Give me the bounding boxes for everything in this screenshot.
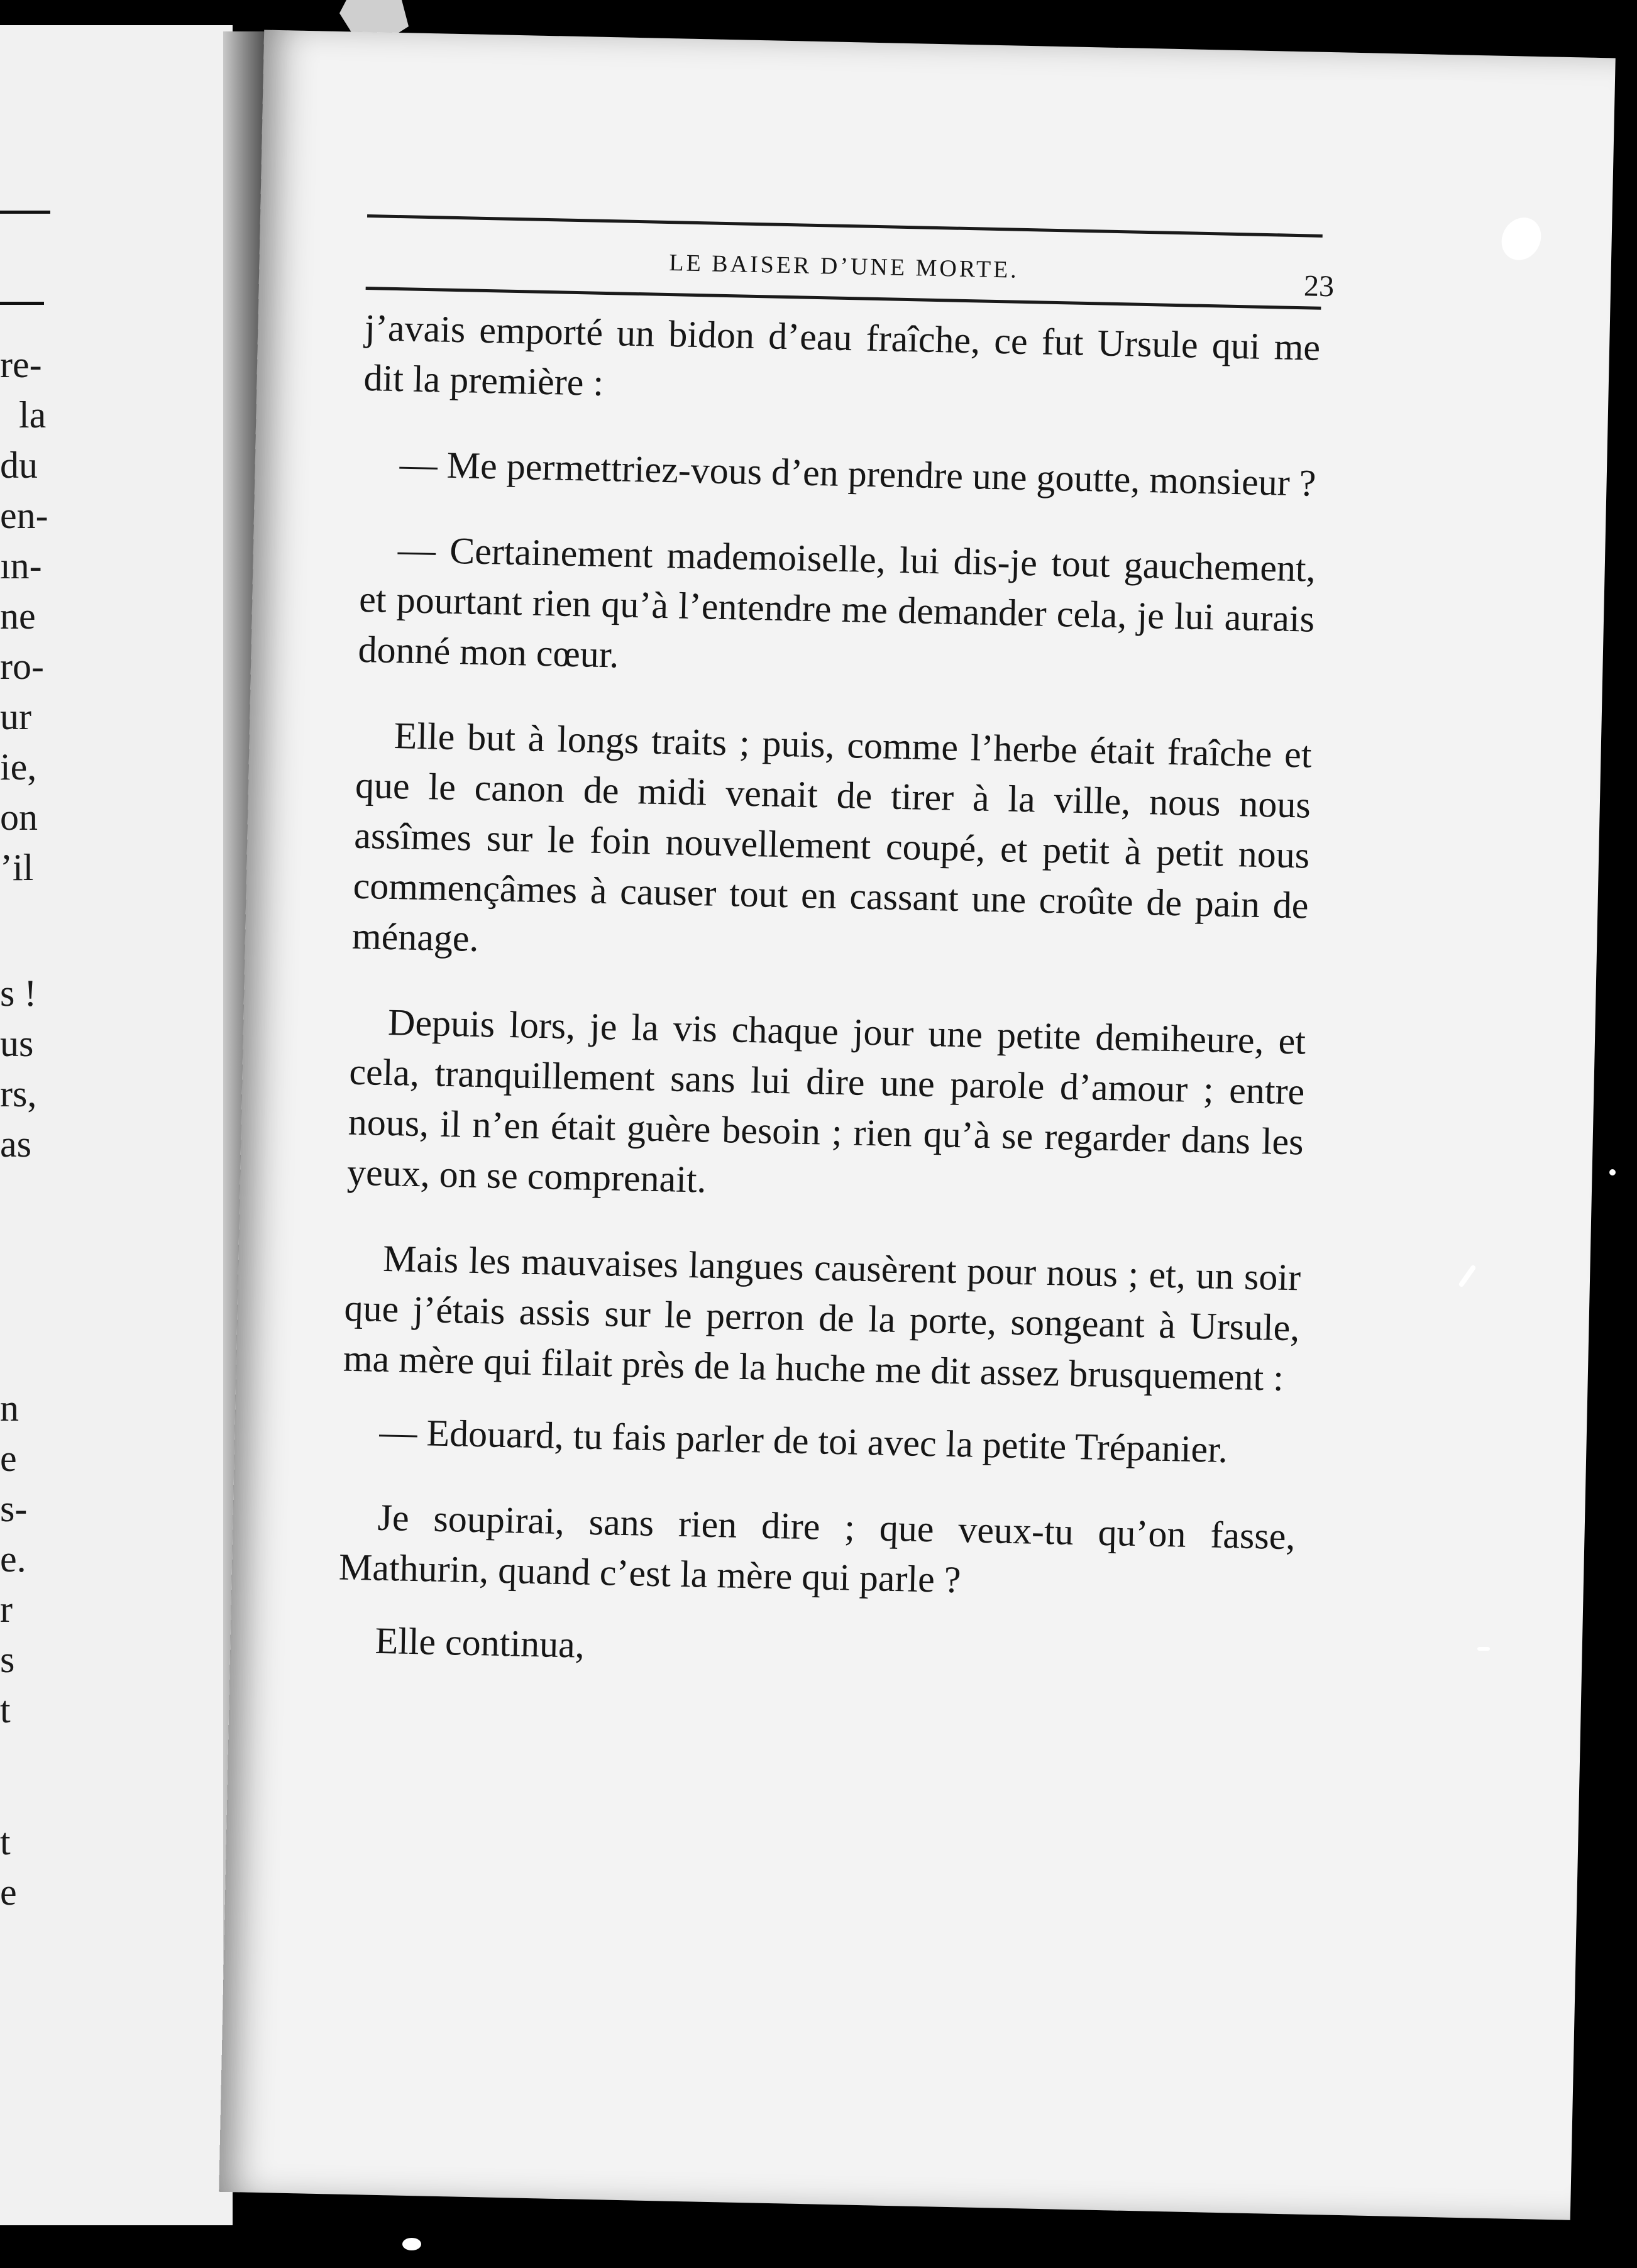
left-page-fragment: on xyxy=(0,796,38,838)
left-page-fragment: us xyxy=(0,1023,34,1064)
left-page-fragment: ro- xyxy=(0,646,44,687)
paragraph: — Edouard, tu fais parler de toi avec la petite Trépanier. xyxy=(378,1411,1228,1471)
paragraph: Elle but à longs traits ; puis, comme l’herbe était fraîche et que le canon de midi venait de tirer à la ville, nous nous assîmes sur le foin nouvellement coupé, et petit à petit nous commençâmes à causer tout en cassant une croûte de pain de ménage. xyxy=(351,715,1313,959)
left-page-fragment: r xyxy=(0,1588,13,1630)
left-page-fragment: ur xyxy=(0,696,31,737)
left-page xyxy=(0,25,233,2225)
paragraph: Depuis lors, je la vis chaque jour une petite demiheure, et cela, tranquillement sans lui dire une parole d’amour ; entre nous, il n’en était guère besoin ; rien qu’à se regarder dans les yeux, on se comprenait. xyxy=(346,1001,1306,1201)
left-page-fragment: rs, xyxy=(0,1073,37,1115)
dust-speck xyxy=(1477,1647,1490,1651)
paragraph: Mais les mauvaises langues causèrent pour nous ; et, un soir que j’étais assis sur le perron de la porte, songeant à Ursule, ma mère qui filait près de la huche me dit assez brusquement : xyxy=(343,1237,1301,1399)
paragraph: — Me permettriez-vous d’en prendre une goutte, monsieur ? xyxy=(399,443,1317,504)
left-page-fragment: e. xyxy=(0,1538,26,1580)
left-page-fragment: ne xyxy=(0,595,36,637)
left-page-fragment: e xyxy=(0,1871,17,1913)
running-title: LE BAISER D’UNE MORTE. xyxy=(668,250,1020,284)
left-page-fragment: re- xyxy=(0,344,42,385)
paragraph: Elle continua, xyxy=(374,1619,585,1666)
left-page-fragment: en- xyxy=(0,495,48,536)
body-text xyxy=(337,302,1321,1685)
left-page-rule xyxy=(0,302,44,305)
left-page-fragment: s- xyxy=(0,1488,28,1529)
left-page-fragment: as xyxy=(0,1123,31,1165)
page-content xyxy=(336,214,1335,1720)
left-page-fragment: ’il xyxy=(0,847,34,888)
left-page-fragment: ie, xyxy=(0,746,37,788)
paragraph: Je soupirai, sans rien dire ; que veux-tu qu’on fasse, Mathurin, quand c’est la mère qui parle ? xyxy=(338,1496,1296,1601)
left-page-fragment: s ! xyxy=(0,972,37,1014)
left-page-fragment: ın- xyxy=(0,545,42,586)
paragraph: j’avais emporté un bidon d’eau fraîche, ce fut Ursule qui me dit la première : xyxy=(363,306,1321,404)
left-page-fragment: s xyxy=(0,1639,15,1680)
left-page-fragment: n xyxy=(0,1387,19,1429)
left-page-fragment: t xyxy=(0,1821,11,1863)
dust-speck xyxy=(402,2238,421,2250)
left-page-rule xyxy=(0,211,50,214)
right-page xyxy=(219,30,1616,2220)
dust-speck xyxy=(1609,1169,1616,1175)
left-page-fragment: du xyxy=(0,444,38,486)
left-page-fragment: la xyxy=(19,394,47,436)
paragraph: — Certainement mademoiselle, lui dis-je tout gauchement, et pourtant rien qu’à l’entendre me demander cela, je lui aurais donné mon cœur. xyxy=(357,529,1316,676)
page-number: 23 xyxy=(1303,269,1335,304)
left-page-fragment: e xyxy=(0,1438,17,1479)
left-page-fragment: t xyxy=(0,1689,11,1731)
